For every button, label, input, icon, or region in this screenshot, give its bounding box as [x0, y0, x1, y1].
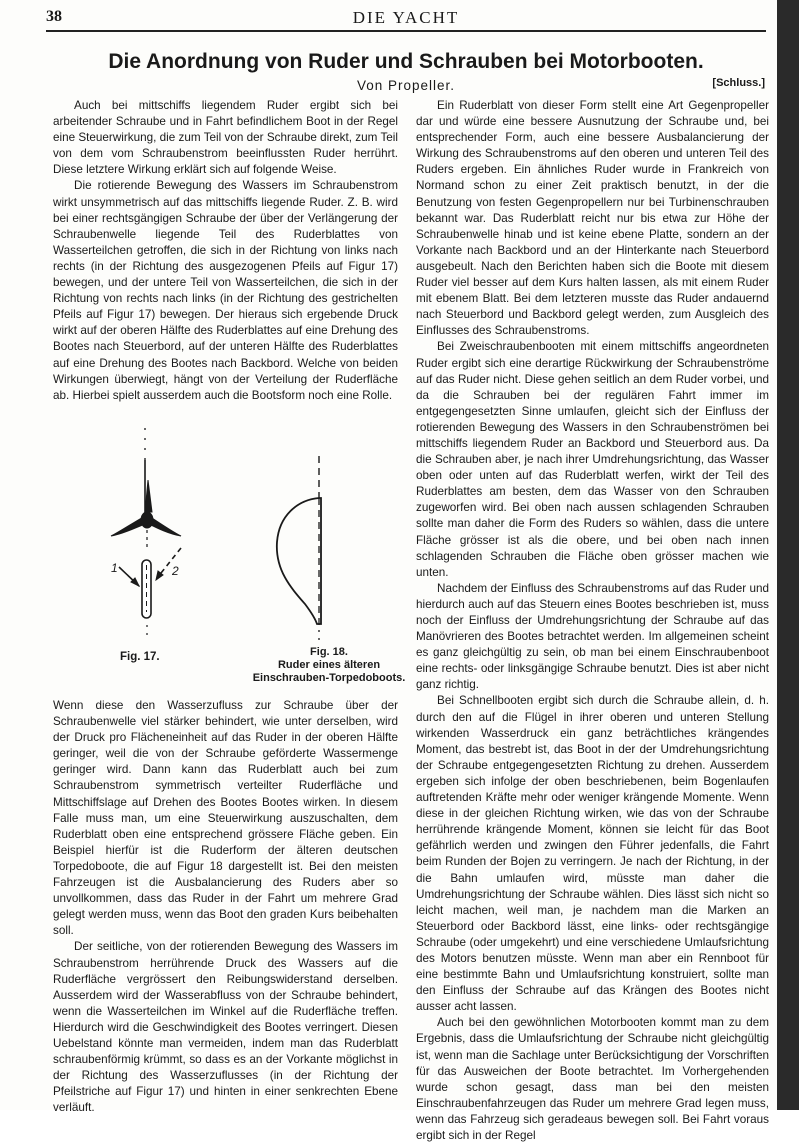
- fig18-caption-text: Ruder eines älteren Einschrauben-Torpedoboots.: [252, 659, 406, 684]
- left-column-bottom: [53, 698, 398, 1116]
- article-byline: Von Propeller.: [356, 78, 456, 93]
- paragraph: Die rotierende Bewegung des Wassers im Schraubenstrom wirkt unsymmetrisch auf das mittschiffs liegende Ruder. Z. B. wird bei einer rechtsgängigen Schraube der über der Verlängerung der Schraubenwelle liegende Teil des Ruderblattes von Wasserteilchen getroffen, die sich in der Richtung von links nach rechts (in der Richtung des ausgezogenen Pfeils auf Figur 17) bewegen, und der untere Teil von Wasserteilchen, die sich in der Richtung von rechts nach links (in der Richtung des gestrichelten Pfeils auf Figur 17) bewegen. Der hieraus sich ergebende Druck wirkt auf der oberen Hälfte des Ruderblattes auf eine Drehung des Bootes nach Steuerbord, auf der unteren Hälfte des Ruderblattes auf eine Drehung des Bootes nach Backbord. Welche von beiden Wirkungen überwiegt, hängt von der Verteilung der Ruderfläche ab. Hierbei spielt ausserdem auch die Bootsform noch eine Rolle.: [53, 179, 398, 402]
- scan-edge-shadow: [777, 0, 799, 1110]
- page-header: [46, 8, 766, 30]
- left-column-top: [53, 98, 398, 404]
- paragraph: Bei Zweischraubenbooten mit einem mittschiffs angeordneten Ruder ergibt sich eine derartige Rückwirkung der Schraubenströme auf das Ruder nicht. Diese gehen seitlich an dem Ruder vorbei, und da die Schrauben bei der regulären Fahrt immer im entgegengesetzten Sinne umlaufen, gleicht sich der Einfluss der rotierenden Bewegung des Wassers in den Schraubenströmen bei mittschiffs liegendem Ruder an Backbord und Steuerbord aus. Da die Schrauben aber, je nach ihrer Umdrehungsrichtung, das Wasser oben oder unten auf das Ruderblatt werfen, wirkt der Teil des Ruderblattes am besten, dem das Wasser von den Schrauben zugeworfen wird. Bei oben nach aussen schlagenden Schrauben sollte man daher die Form des Ruders so wählen, dass die untere Fläche grösser ist als die obere, und bei oben nach innen schlagenden Schrauben die Fläche oben grösser machen wie unten.: [416, 340, 769, 579]
- paragraph: Ein Ruderblatt von dieser Form stellt eine Art Gegenpropeller dar und würde eine bessere Ausnutzung der Schraube und, bei entsprechender Form, auch eine bessere Ausbalancierung der Wirkung des Schraubenstroms auf den oberen und unteren Teil des Ruders ergeben. Ein ähnliches Ruder wurde in Frankreich von Normand schon zu einer Zeit praktisch benutzt, in der die Benutzung von festen Gegenpropellern nur bei Turbinenschrauben bekannt war. Das Ruderblatt reicht nur bis etwa zur Höhe der Schraubenwelle hinab und ist keine ebene Platte, sondern an der Vorkante nach Backbord und an der Hinterkante nach Steuerbord ausgebeult. Nach den Berichten haben sich die Boote mit diesem Ruder viel besser auf dem Kurs halten lassen, als mit einem Ruder mit ebenem Blatt. Bei dem letzteren musste das Ruder andauernd nach Steuerbord und Backbord gelegt werden, zum Ausgleich des Einflusses des Schraubenstroms.: [416, 99, 769, 338]
- running-head: DIE YACHT: [352, 8, 460, 27]
- paragraph: Wenn diese den Wasserzufluss zur Schraube über der Schraubenwelle viel stärker behindert, wie unter derselben, wird der Druck pro Flächeneinheit auf das Ruder in der oberen Hälfte geringer, weil die von der Schraube geförderte Wassermenge geringer wird. Dann kann das Ruderblatt auch bei zum Schraubenstrom symmetrisch verteilter Ruderfläche und Mittschiffslage auf Drehen des Bootes Bootes wirken. In diesem Falle muss man, um eine Steuerwirkung auszuschalten, dem Ruderblatt oben eine entsprechend grössere Fläche geben. Ein Beispiel hierfür ist die Ruderform der älteren deutschen Torpedoboote, die auf Figur 18 dargestellt ist. Bei den meisten Fahrzeugen ist die Ausbalancierung des Ruders aber so unvollkommen, dass das Ruder in der Fahrt um mehrere Grad gelegt werden muss, wenn das Boot den graden Kurs beibehalten soll.: [53, 699, 398, 938]
- fig17-label-solid: 1: [111, 561, 118, 575]
- fig17-caption: Fig. 17.: [120, 651, 160, 663]
- continuation-note: [Schluss.]: [712, 77, 765, 89]
- header-rule: [46, 30, 766, 32]
- right-column: [416, 98, 769, 1144]
- paragraph: Der seitliche, von der rotierenden Bewegung des Wassers im Schraubenstrom herrührende Druck des Wassers auf die Ruderfläche vergrössert den Reibungswiderstand derselben. Ausserdem wird der Wasserabfluss von der Schraube behindert, wenn die Wasserteilchen im Winkel auf die Ruderfläche treffen. Hierdurch wird die Geschwindigkeit des Bootes verringert. Diesen Uebelstand könnte man vermeiden, indem man das Ruderblatt schraubenförmig krümmt, so dass es an der Vorkante möglichst in der Richtung des Wasserzuflusses (in der Richtung der Pfeilstriche auf Figur 17) und hinten in einer senkrechten Ebene verläuft.: [53, 940, 398, 1115]
- page-number: 38: [46, 8, 62, 25]
- fig18-caption-number: Fig. 18.: [310, 646, 348, 658]
- figures-block: [53, 420, 406, 690]
- fig18-drawing: [277, 456, 321, 644]
- article-title: Die Anordnung von Ruder und Schrauben bei Motorbooten.: [108, 50, 704, 73]
- fig17-drawing: [111, 428, 181, 640]
- fig17-label-dashed: 2: [172, 564, 179, 578]
- fig18-caption: [249, 646, 409, 685]
- paragraph: Auch bei mittschiffs liegendem Ruder ergibt sich bei arbeitender Schraube und in Fahrt befindlichem Boot in der Regel eine Steuerwirkung, die zum Teil von der Schraube direkt, zum Teil von dem vom Schraubenstrom beeinflussten Ruder herrührt. Diese letztere Wirkung erklärt sich auf folgende Weise.: [53, 99, 398, 177]
- paragraph: Bei Schnellbooten ergibt sich durch die Schraube allein, d. h. durch den auf die Flügel in ihrer oberen und unteren Stellung wirkenden Wasserdruck ein ganz beträchtliches krängendes Moment, das bestrebt ist, das Boot in der der Umdrehungsrichtung der Schraube entgegengesetzten Richtung zu drehen. Ausserdem ergeben sich infolge der oben beschriebenen, beim Bogenlaufen auftretenden Kräfte mehr oder weniger krängende Momente. Wenn diese in der gleichen Richtung wirken, wie das von der Schraube herrührende krängende Moment, können sie leicht für das Boot gefährlich werden und zwingen den Führer jedenfalls, die Fahrt beim Runden der Bojen zu verringern. Je nach der Richtung, in der die Bahn umlaufen wird, müsste man daher die Umdrehungsrichtung der Schraube wählen. Dies lässt sich nicht so leicht machen, weil man, je nachdem man die Marken an Steuerbord oder Backbord lässt, eine links- oder rechtsgängige Schraube (oder umgekehrt) und eine verschiedene Umlaufsrichtung des Motors benutzen müsste. Wenn man aber ein Rennboot für eine bestimmte Bahn und Umlaufsrichtung konstruiert, sollte man den Einfluss der Schraube auf das Krängen des Bootes nicht ausser acht lassen.: [416, 694, 769, 1014]
- paragraph: Nachdem der Einfluss des Schraubenstroms auf das Ruder und hierdurch auch auf das Steuern eines Bootes beschrieben ist, muss noch der Einfluss der Umdrehungsrichtung der Schraube auf das Manövrieren des Bootes betrachtet werden. Im allgemeinen scheint es ganz gleichgültig zu sein, ob man bei einem Einschraubenboot eine rechts- oder linksgängige Schraube benutzt. Dies ist aber nicht ganz richtig.: [416, 581, 769, 692]
- paragraph: Auch bei den gewöhnlichen Motorbooten kommt man zu dem Ergebnis, dass die Umlaufsrichtung der Schraube nicht gleichgültig ist, wenn man die Sachlage unter Berücksichtigung der Vorschriften für das Ausweichen der Boote betrachtet. Im Vorhergehenden wurde schon gesagt, dass man bei den meisten Einschraubenfahrzeugen das Ruder um mehrere Grad legen muss, wenn das Fahrzeug sich geradeaus bewegen soll. Bei Fahrt voraus ergibt sich in der Regel: [416, 1016, 769, 1142]
